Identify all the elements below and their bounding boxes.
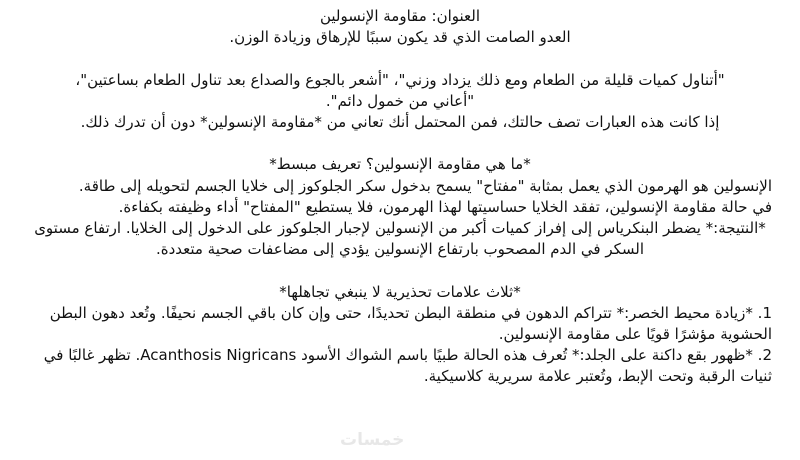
intro-paragraph: إذا كانت هذه العبارات تصف حالتك، فمن المحتمل أنك تعاني من *مقاومة الإنسولين* دون أن تدرك ذلك. (80, 113, 720, 131)
spacer (28, 133, 772, 154)
document-subtitle: العدو الصامت الذي قد يكون سببًا للإرهاق وزيادة الوزن. (229, 28, 571, 47)
spacer (28, 48, 772, 69)
section-1-paragraph-2: في حالة مقاومة الإنسولين، تفقد الخلايا حساسيتها لهذا الهرمون، فلا يستطيع "المفتاح" أداء وظيفته بكفاءة. (118, 197, 772, 216)
site-watermark: خمسات (340, 430, 405, 450)
warning-sign-1: 1. *زيادة محيط الخصر:* تتراكم الدهون في منطقة البطن تحديدًا، حتى وإن كان باقي الجسم نحيفًا. وتُعد دهون البطن الحشوية مؤشرًا قويًا على مقاومة الإنسولين. (49, 303, 772, 343)
quotes-line-1: "أتناول كميات قليلة من الطعام ومع ذلك يزداد وزني"، "أشعر بالجوع والصداع بعد تناول الطعام بساعتين"، (75, 70, 725, 89)
quotes-line-2: "أعاني من خمول دائم". (325, 91, 475, 110)
section-2-heading: *ثلاث علامات تحذيرية لا ينبغي تجاهلها* (279, 282, 521, 301)
section-1-paragraph-1: الإنسولين هو الهرمون الذي يعمل بمثابة "مفتاح" يسمح بدخول سكر الجلوكوز إلى خلايا الجسم لتحويله إلى طاقة. (78, 176, 772, 195)
document-title: العنوان: مقاومة الإنسولين (319, 7, 481, 25)
warning-sign-2: 2. *ظهور بقع داكنة على الجلد:* تُعرف هذه الحالة طبيًا باسم الشواك الأسود Acanthosis Nigricans. تظهر غالبًا في ثنيات الرقبة وتحت الإبط، وتُعتبر علامة سريرية كلاسيكية. (43, 346, 772, 386)
section-1-heading: *ما هي مقاومة الإنسولين؟ تعريف مبسط* (269, 155, 531, 174)
spacer (28, 260, 772, 281)
section-1-paragraph-3: *النتيجة:* يضطر البنكرياس إلى إفراز كميات أكبر من الإنسولين لإجبار الجلوكوز على الدخول إلى الخلايا. ارتفاع مستوى السكر في الدم المصحوب بارتفاع الإنسولين يؤدي إلى مضاعفات صحية متعددة. (34, 219, 766, 259)
